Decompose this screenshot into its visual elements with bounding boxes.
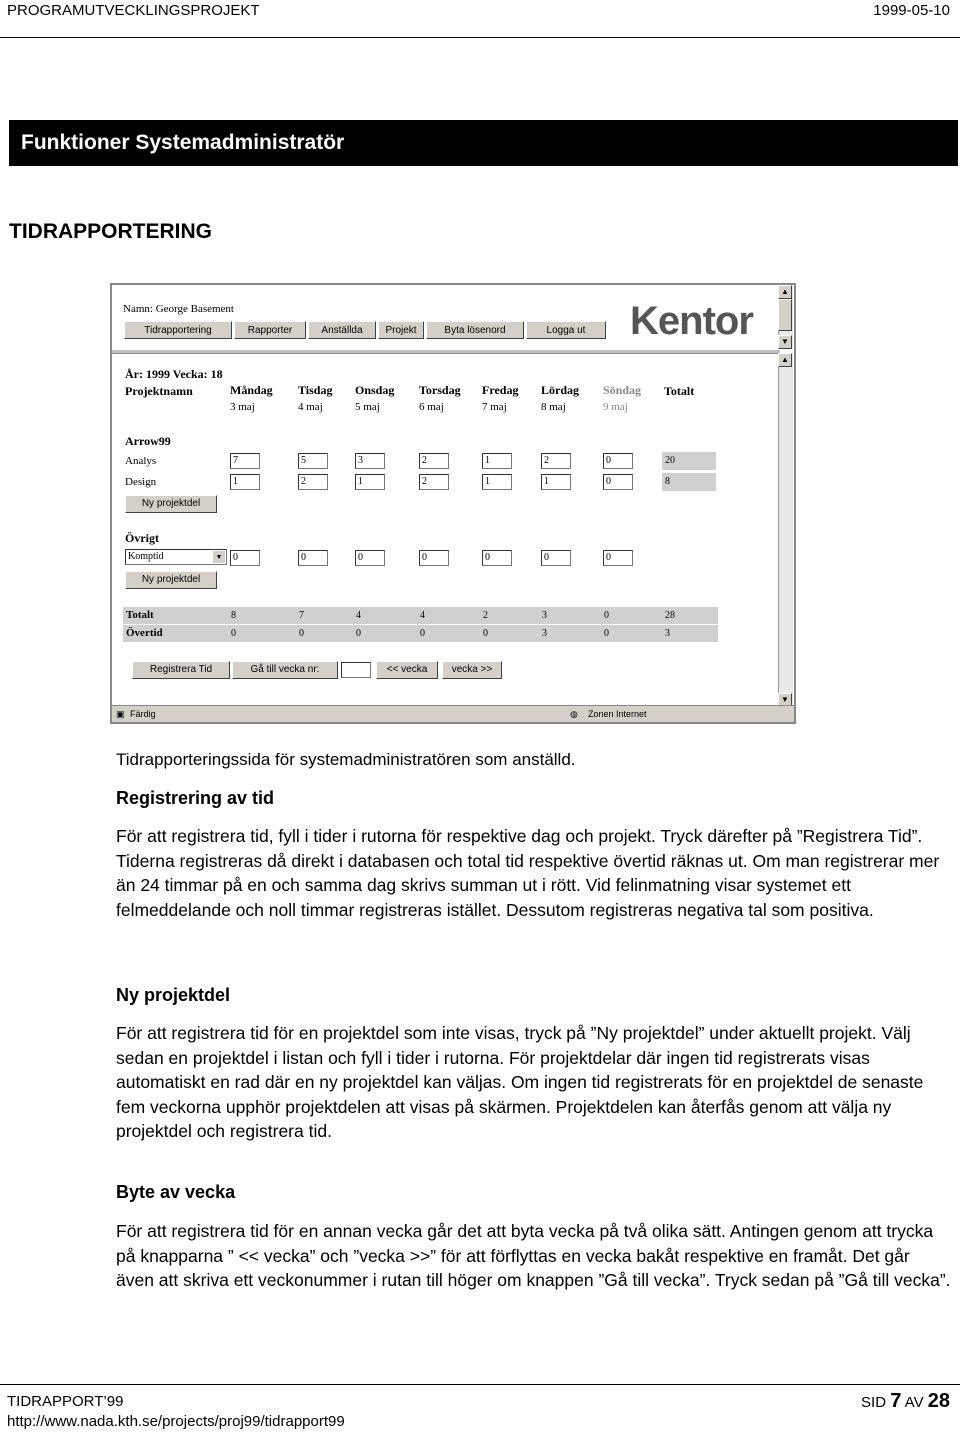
nav-tidrapportering[interactable]: Tidrapportering bbox=[124, 321, 232, 339]
hours-input[interactable]: 0 bbox=[603, 453, 633, 469]
page-icon: ▣ bbox=[116, 709, 125, 719]
day-header: Lördag 8 maj bbox=[541, 383, 580, 413]
hours-input[interactable]: 2 bbox=[298, 474, 328, 490]
section-text: För att registrera tid för en projektdel som inte visas, tryck på ”Ny projektdel” under aktuellt projekt. Välj sedan en projektdel i listan och fyll i tider i rutorna. För projektdelar där ingen tid registrerats visas automatiskt en rad där en ny projektdel kan väljas. Om ingen tid registrerats för en projektdel de senaste fem veckorna upphör projektdelen att visas på skärmen. Projektdelen kan återfås genom att välja ny projektdel och registrera tid. bbox=[116, 1023, 924, 1141]
day-header: Onsdag 5 maj bbox=[355, 383, 395, 413]
hours-input[interactable]: 7 bbox=[230, 453, 260, 469]
status-bar bbox=[112, 705, 794, 722]
status-text: Färdig bbox=[130, 709, 156, 719]
nav-rapporter[interactable]: Rapporter bbox=[234, 321, 306, 339]
col-project: Projektnamn bbox=[125, 384, 193, 398]
caption: Tidrapporteringssida för systemadministratören som anställd. bbox=[116, 750, 576, 769]
hours-input[interactable]: 1 bbox=[355, 474, 385, 490]
row-total: 8 bbox=[662, 473, 716, 491]
hours-input[interactable]: 1 bbox=[482, 453, 512, 469]
prev-week-button[interactable]: << vecka bbox=[376, 661, 438, 679]
nav-anstallda[interactable]: Anställda bbox=[308, 321, 376, 339]
part-select[interactable]: Komptid ▼ bbox=[125, 549, 227, 565]
hours-input[interactable]: 2 bbox=[541, 453, 571, 469]
chevron-down-icon[interactable]: ▼ bbox=[213, 551, 225, 563]
globe-icon: ◍ bbox=[570, 709, 578, 719]
hours-input[interactable]: 0 bbox=[603, 474, 633, 490]
project-name: Övrigt bbox=[125, 531, 159, 545]
hours-input[interactable]: 5 bbox=[298, 453, 328, 469]
col-total: Totalt bbox=[664, 384, 695, 398]
frame-divider bbox=[112, 349, 780, 354]
overtime-row: Övertid 0 0 0 0 0 3 0 3 bbox=[123, 625, 718, 642]
next-week-button[interactable]: vecka >> bbox=[442, 661, 502, 679]
hours-input[interactable]: 1 bbox=[541, 474, 571, 490]
nav-projekt[interactable]: Projekt bbox=[378, 321, 424, 339]
hours-input[interactable]: 2 bbox=[419, 453, 449, 469]
section-heading: Byte av vecka bbox=[116, 1182, 236, 1202]
year-week: År: 1999 Vecka: 18 bbox=[125, 367, 223, 381]
scroll-down-icon[interactable]: ▼ bbox=[778, 693, 792, 707]
project-name: Arrow99 bbox=[125, 434, 171, 448]
row-total: 20 bbox=[662, 452, 716, 470]
day-header: Tisdag 4 maj bbox=[298, 383, 333, 413]
header-date: 1999-05-10 bbox=[873, 2, 950, 19]
scroll-thumb[interactable] bbox=[778, 299, 792, 331]
day-header: Fredag 7 maj bbox=[482, 383, 519, 413]
scroll-up-icon[interactable]: ▲ bbox=[778, 353, 792, 367]
day-header: Söndag 9 maj bbox=[603, 383, 642, 413]
day-header: Måndag 3 maj bbox=[230, 383, 273, 413]
footer-rule bbox=[0, 1384, 960, 1385]
hours-input[interactable]: 0 bbox=[419, 550, 449, 566]
nav-logga-ut[interactable]: Logga ut bbox=[526, 321, 606, 339]
goto-week-button[interactable]: Gå till vecka nr: bbox=[232, 661, 338, 679]
section-heading: Ny projektdel bbox=[116, 985, 231, 1005]
app-screenshot bbox=[110, 283, 796, 724]
top-scrollbar[interactable] bbox=[778, 285, 793, 349]
hours-input[interactable]: 0 bbox=[298, 550, 328, 566]
scroll-down-icon[interactable]: ▼ bbox=[778, 335, 792, 349]
main-scrollbar[interactable] bbox=[778, 353, 793, 707]
row-label: Analys bbox=[125, 455, 157, 467]
hours-input[interactable]: 0 bbox=[230, 550, 260, 566]
name-label: Namn: George Basement bbox=[123, 303, 234, 315]
header-rule bbox=[0, 37, 960, 38]
new-part-button[interactable]: Ny projektdel bbox=[125, 495, 217, 513]
nav-byta-losenord[interactable]: Byta lösenord bbox=[426, 321, 524, 339]
new-part-button[interactable]: Ny projektdel bbox=[125, 571, 217, 589]
register-time-button[interactable]: Registrera Tid bbox=[132, 661, 230, 679]
footer-url[interactable]: http://www.nada.kth.se/projects/proj99/tidrapport99 bbox=[7, 1413, 345, 1430]
hours-input[interactable]: 3 bbox=[355, 453, 385, 469]
hours-input[interactable]: 1 bbox=[482, 474, 512, 490]
footer-left: TIDRAPPORT’99 bbox=[7, 1393, 124, 1410]
totals-row: Totalt 8 7 4 4 2 3 0 28 bbox=[123, 607, 718, 624]
hours-input[interactable]: 0 bbox=[603, 550, 633, 566]
hours-input[interactable]: 2 bbox=[419, 474, 449, 490]
week-number-input[interactable] bbox=[341, 662, 371, 678]
hours-input[interactable]: 0 bbox=[541, 550, 571, 566]
hours-input[interactable]: 0 bbox=[482, 550, 512, 566]
section-title: TIDRAPPORTERING bbox=[9, 220, 213, 243]
section-text: För att registrera tid, fyll i tider i rutorna för respektive dag och projekt. Tryck därefter på ”Registrera Tid”. Tiderna registreras då direkt i databasen och total tid respektive övertid räknas ut. Om man registrerar mer än 24 timmar på en och samma dag skrivs summan ut i rött. Vid felinmatning visar systemet ett felmeddelande och noll timmar registreras istället. Dessutom registreras negativa tal som positiva. bbox=[116, 826, 940, 920]
page-number: SID 7 AV 28 bbox=[861, 1390, 950, 1412]
section-text: För att registrera tid för en annan vecka går det att byta vecka på två olika sätt. Antingen genom att trycka på knapparna ” << vecka” och ”vecka >>” för att förflyttas en vecka bakåt respektive en framåt. Det går även att skriva ett veckonummer i rutan till höger om knappen ”Gå till vecka”. Tryck sedan på ”Gå till vecka”. bbox=[116, 1221, 951, 1290]
row-label: Design bbox=[125, 476, 157, 488]
kentor-logo: Kentor bbox=[630, 299, 753, 343]
zone-text: Zonen Internet bbox=[588, 709, 647, 719]
scroll-up-icon[interactable]: ▲ bbox=[778, 285, 792, 299]
hours-input[interactable]: 0 bbox=[355, 550, 385, 566]
section-heading: Registrering av tid bbox=[116, 788, 275, 808]
header-left: PROGRAMUTVECKLINGSPROJEKT bbox=[7, 2, 260, 19]
day-header: Torsdag 6 maj bbox=[419, 383, 461, 413]
banner-title: Funktioner Systemadministratör bbox=[9, 120, 958, 166]
hours-input[interactable]: 1 bbox=[230, 474, 260, 490]
